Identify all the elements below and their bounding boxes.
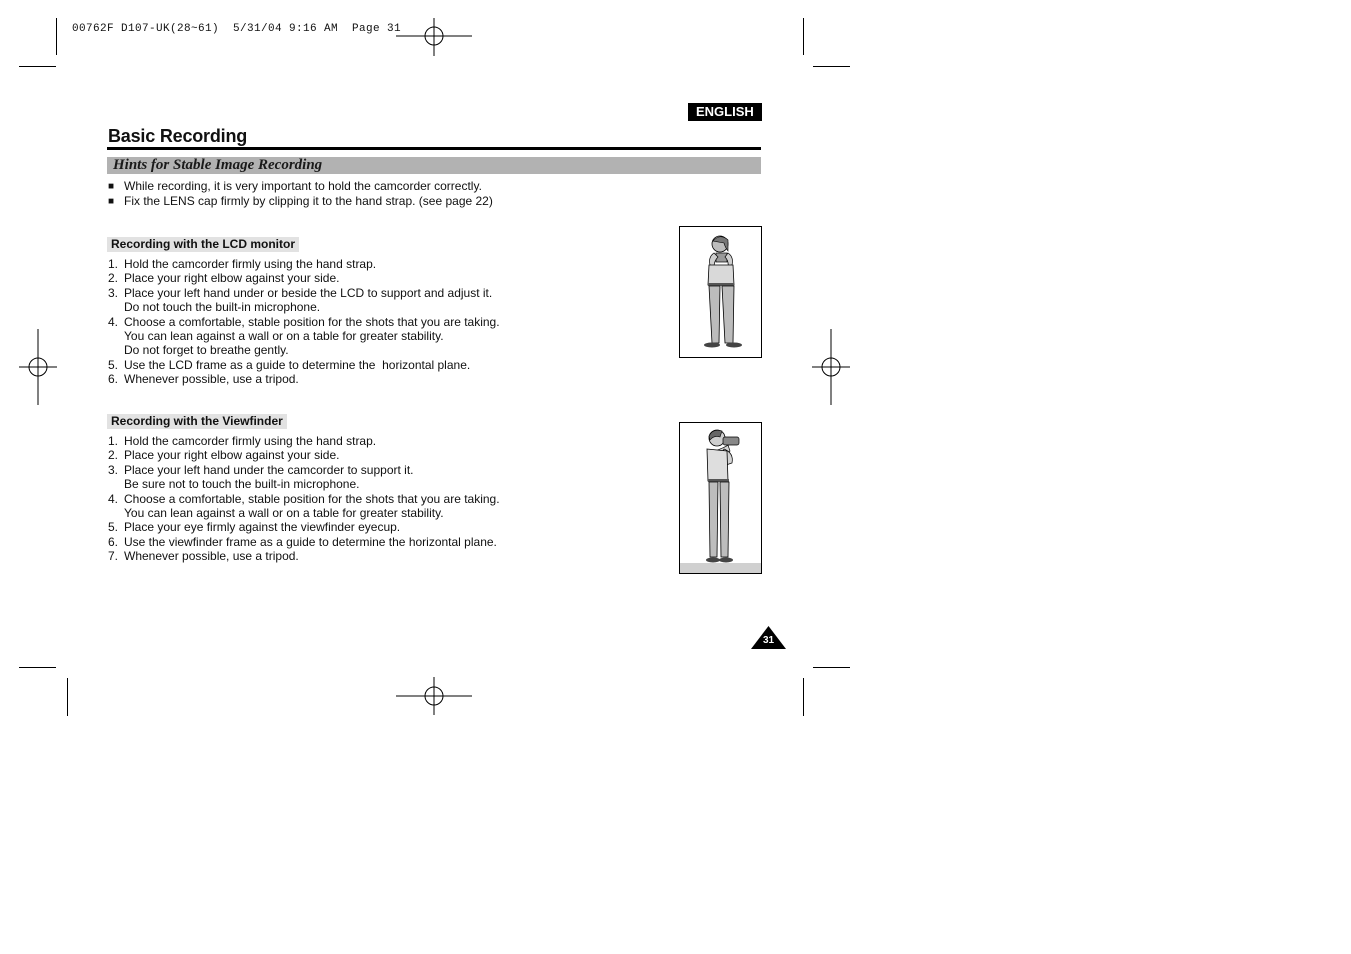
square-bullet-icon: ■ <box>108 181 115 192</box>
list-item: ■ While recording, it is very important to hold the camcorder correctly. <box>108 179 482 193</box>
list-item: 4. Choose a comfortable, stable position for the shots that you are taking. You can lean against a wall or on a table for greater stability. <box>108 491 500 521</box>
list-item: 1. Hold the camcorder firmly using the hand strap. <box>108 434 377 448</box>
list-item: 6. Whenever possible, use a tripod. <box>108 372 299 387</box>
list-item: 4. Choose a comfortable, stable position for the shots that you are taking. You can lean against a wall or on a table for greater stability. Do not forget to breathe gently. <box>108 314 500 358</box>
bullet-list <box>108 179 493 209</box>
title-rule <box>107 147 761 150</box>
list-item: 3. Place your left hand under the camcorder to support it. Be sure not to touch the built-in microphone. <box>108 462 414 492</box>
lcd-recording-illustration <box>679 226 762 358</box>
registration-mark-bottom-icon <box>396 677 474 717</box>
page-number-marker <box>751 626 786 650</box>
section-title: Hints for Stable Image Recording <box>113 157 323 173</box>
lcd-steps <box>108 257 500 387</box>
language-badge: ENGLISH <box>688 103 762 121</box>
list-item: 5. Place your eye firmly against the viewfinder eyecup. <box>108 520 401 535</box>
registration-mark-left-icon <box>19 329 59 407</box>
list-item: ■ Fix the LENS cap firmly by clipping it to the hand strap. (see page 22) <box>108 194 493 208</box>
list-item: 2. Place your right elbow against your side. <box>108 448 340 463</box>
viewfinder-heading: Recording with the Viewfinder <box>107 414 287 429</box>
list-item: 5. Use the LCD frame as a guide to determine the horizontal plane. <box>108 357 471 372</box>
person-holding-camcorder-lcd-icon <box>680 227 761 357</box>
viewfinder-steps <box>108 434 500 564</box>
list-item: 2. Place your right elbow against your side. <box>108 271 340 286</box>
registration-mark-top-icon <box>396 18 474 58</box>
page-number: 31 <box>762 635 775 646</box>
section-bar <box>107 157 761 174</box>
print-header: 00762F D107-UK(28~61) 5/31/04 9:16 AM Page 31 <box>72 23 402 35</box>
registration-mark-right-icon <box>812 329 852 407</box>
list-item: 6. Use the viewfinder frame as a guide to determine the horizontal plane. <box>108 534 497 549</box>
list-item: 7. Whenever possible, use a tripod. <box>108 549 299 564</box>
square-bullet-icon: ■ <box>108 196 115 207</box>
list-item: 1. Hold the camcorder firmly using the hand strap. <box>108 257 377 271</box>
lcd-heading: Recording with the LCD monitor <box>107 237 299 252</box>
person-using-viewfinder-icon <box>680 423 761 573</box>
page-title: Basic Recording <box>108 126 248 146</box>
list-item: 3. Place your left hand under or beside the LCD to support and adjust it. Do not touch the built-in microphone. <box>108 285 493 315</box>
viewfinder-recording-illustration <box>679 422 762 574</box>
